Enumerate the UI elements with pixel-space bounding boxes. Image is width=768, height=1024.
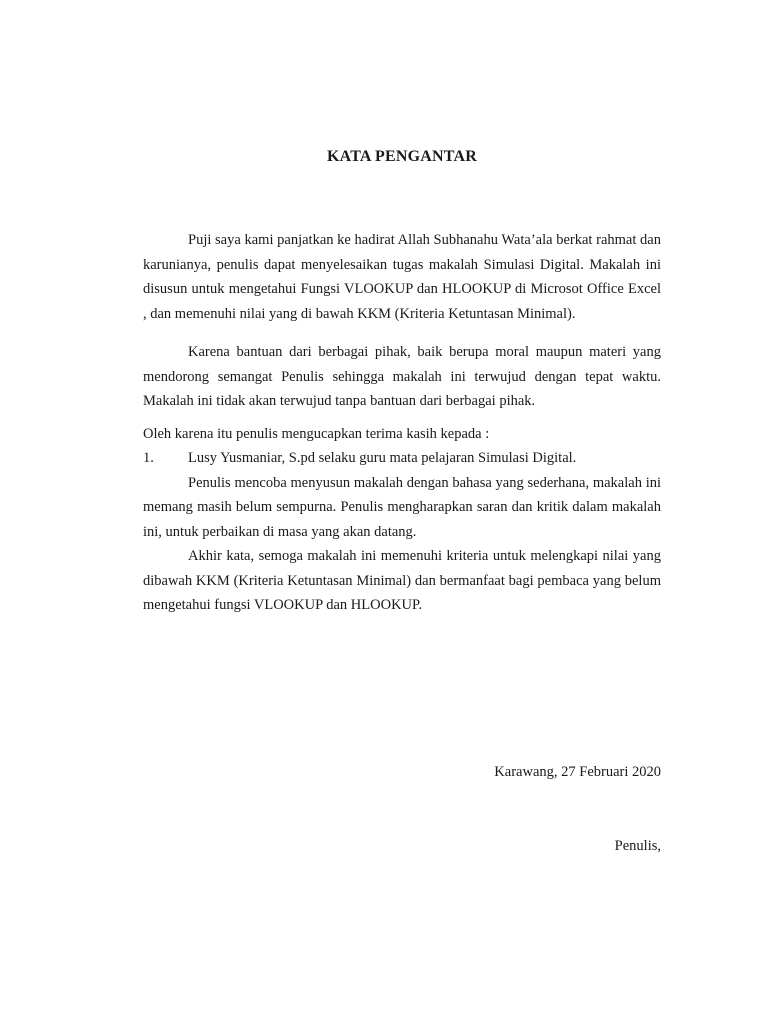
signature-label: Penulis, xyxy=(614,838,661,854)
paragraph-closing: Akhir kata, semoga makalah ini memenuhi kriteria untuk melengkapi nilai yang dibawah KKM (Kriteria Ketuntasan Minimal) dan bermanfaat bagi pembaca yang belum mengetahui fungsi VLOOKUP dan HLOOKUP. xyxy=(143,548,661,613)
paragraph-simplicity: Penulis mencoba menyusun makalah dengan bahasa yang sederhana, makalah ini memang masih belum sempurna. Penulis mengharapkan saran dan kritik dalam makalah ini, untuk perbaikan di masa yang akan datang. xyxy=(143,474,661,540)
paragraph-intro: Puji saya kami panjatkan ke hadirat Allah Subhanahu Wata’ala berkat rahmat dan karunianya, penulis dapat menyelesaikan tugas makalah Simulasi Digital. Makalah ini disusun untuk mengetahui Fungsi VLOOKUP dan HLOOKUP di Microsot Office Excel , dan memenuhi nilai yang di bawah KKM (Kriteria Ketuntasan Minimal). xyxy=(143,232,661,322)
page-title: KATA PENGANTAR xyxy=(327,148,477,165)
place-date: Karawang, 27 Februari 2020 xyxy=(494,764,661,780)
list-item xyxy=(143,446,661,471)
list-item-number: 1. xyxy=(143,450,154,466)
thanks-intro: Oleh karena itu penulis mengucapkan terima kasih kepada : xyxy=(143,425,490,442)
document-body xyxy=(143,228,661,618)
paragraph-acknowledgement: Karena bantuan dari berbagai pihak, baik berupa moral maupun materi yang mendorong semangat Penulis sehingga makalah ini terwujud dengan tepat waktu. Makalah ini tidak akan terwujud tanpa bantuan dari berbagai pihak. xyxy=(143,344,661,409)
list-item-text: Lusy Yusmaniar, S.pd selaku guru mata pelajaran Simulasi Digital. xyxy=(188,450,577,466)
